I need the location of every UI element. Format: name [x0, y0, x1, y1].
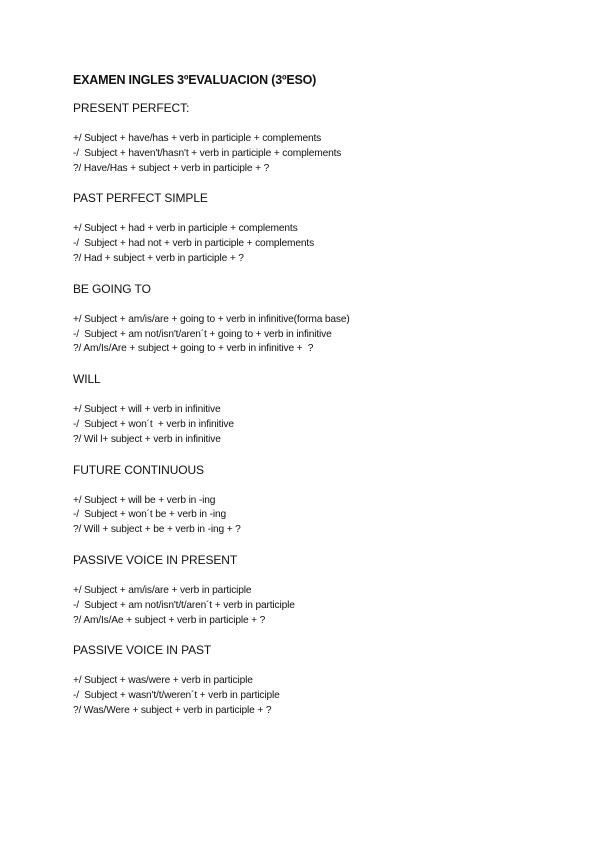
negative-rule: -/ Subject + haven't/hasn't + verb in participle + complements	[73, 147, 342, 159]
negative-rule: -/ Subject + had not + verb in participle + complements	[73, 238, 315, 250]
section-heading: WILL	[73, 372, 101, 387]
section-heading: BE GOING TO	[73, 281, 151, 296]
interrogative-rule: ?/ Am/Is/Ae + subject + verb in participle + ?	[73, 614, 266, 626]
negative-rule: -/ Subject + won´t + verb in infinitive	[73, 418, 234, 430]
section-passive-voice-past	[73, 642, 573, 718]
section-future-continuous	[73, 462, 573, 538]
interrogative-rule: ?/ Was/Were + subject + verb in participle + ?	[73, 704, 272, 716]
negative-rule: -/ Subject + won´t be + verb in -ing	[73, 509, 227, 521]
document-title: EXAMEN INGLES 3ºEVALUACION (3ºESO)	[73, 73, 317, 87]
negative-rule: -/ Subject + wasn't/t/weren´t + verb in participle	[73, 690, 280, 702]
interrogative-rule: ?/ Had + subject + verb in participle + ?	[73, 252, 244, 264]
interrogative-rule: ?/ Wil l+ subject + verb in infinitive	[73, 433, 221, 445]
interrogative-rule: ?/ Will + subject + be + verb in -ing + ?	[73, 524, 241, 536]
interrogative-rule: ?/ Am/Is/Are + subject + going to + verb in infinitive + ?	[73, 343, 314, 355]
section-heading: PRESENT PERFECT:	[73, 101, 190, 115]
section-past-perfect-simple	[73, 190, 573, 266]
section-heading: FUTURE CONTINUOUS	[73, 462, 204, 477]
affirmative-rule: +/ Subject + will + verb in infinitive	[73, 404, 221, 416]
section-will	[73, 371, 573, 447]
section-heading: PAST PERFECT SIMPLE	[73, 191, 208, 206]
affirmative-rule: +/ Subject + am/is/are + going to + verb in infinitive(forma base)	[73, 313, 350, 325]
negative-rule: -/ Subject + am not/isn't/aren´t + going to + verb in infinitive	[73, 328, 332, 340]
section-passive-voice-present	[73, 552, 573, 628]
section-present-perfect	[73, 100, 573, 176]
negative-rule: -/ Subject + am not/isn't/t/aren´t + verb in participle	[73, 599, 295, 611]
affirmative-rule: +/ Subject + will be + verb in -ing	[73, 494, 216, 506]
affirmative-rule: +/ Subject + am/is/are + verb in participle	[73, 584, 252, 596]
affirmative-rule: +/ Subject + was/were + verb in participle	[73, 675, 253, 687]
affirmative-rule: +/ Subject + had + verb in participle + complements	[73, 223, 298, 235]
section-heading: PASSIVE VOICE IN PRESENT	[73, 552, 238, 567]
section-be-going-to	[73, 281, 573, 357]
document-page	[73, 66, 573, 719]
affirmative-rule: +/ Subject + have/has + verb in participle + complements	[73, 133, 322, 144]
interrogative-rule: ?/ Have/Has + subject + verb in participle + ?	[73, 162, 270, 174]
section-heading: PASSIVE VOICE IN PAST	[73, 643, 212, 658]
